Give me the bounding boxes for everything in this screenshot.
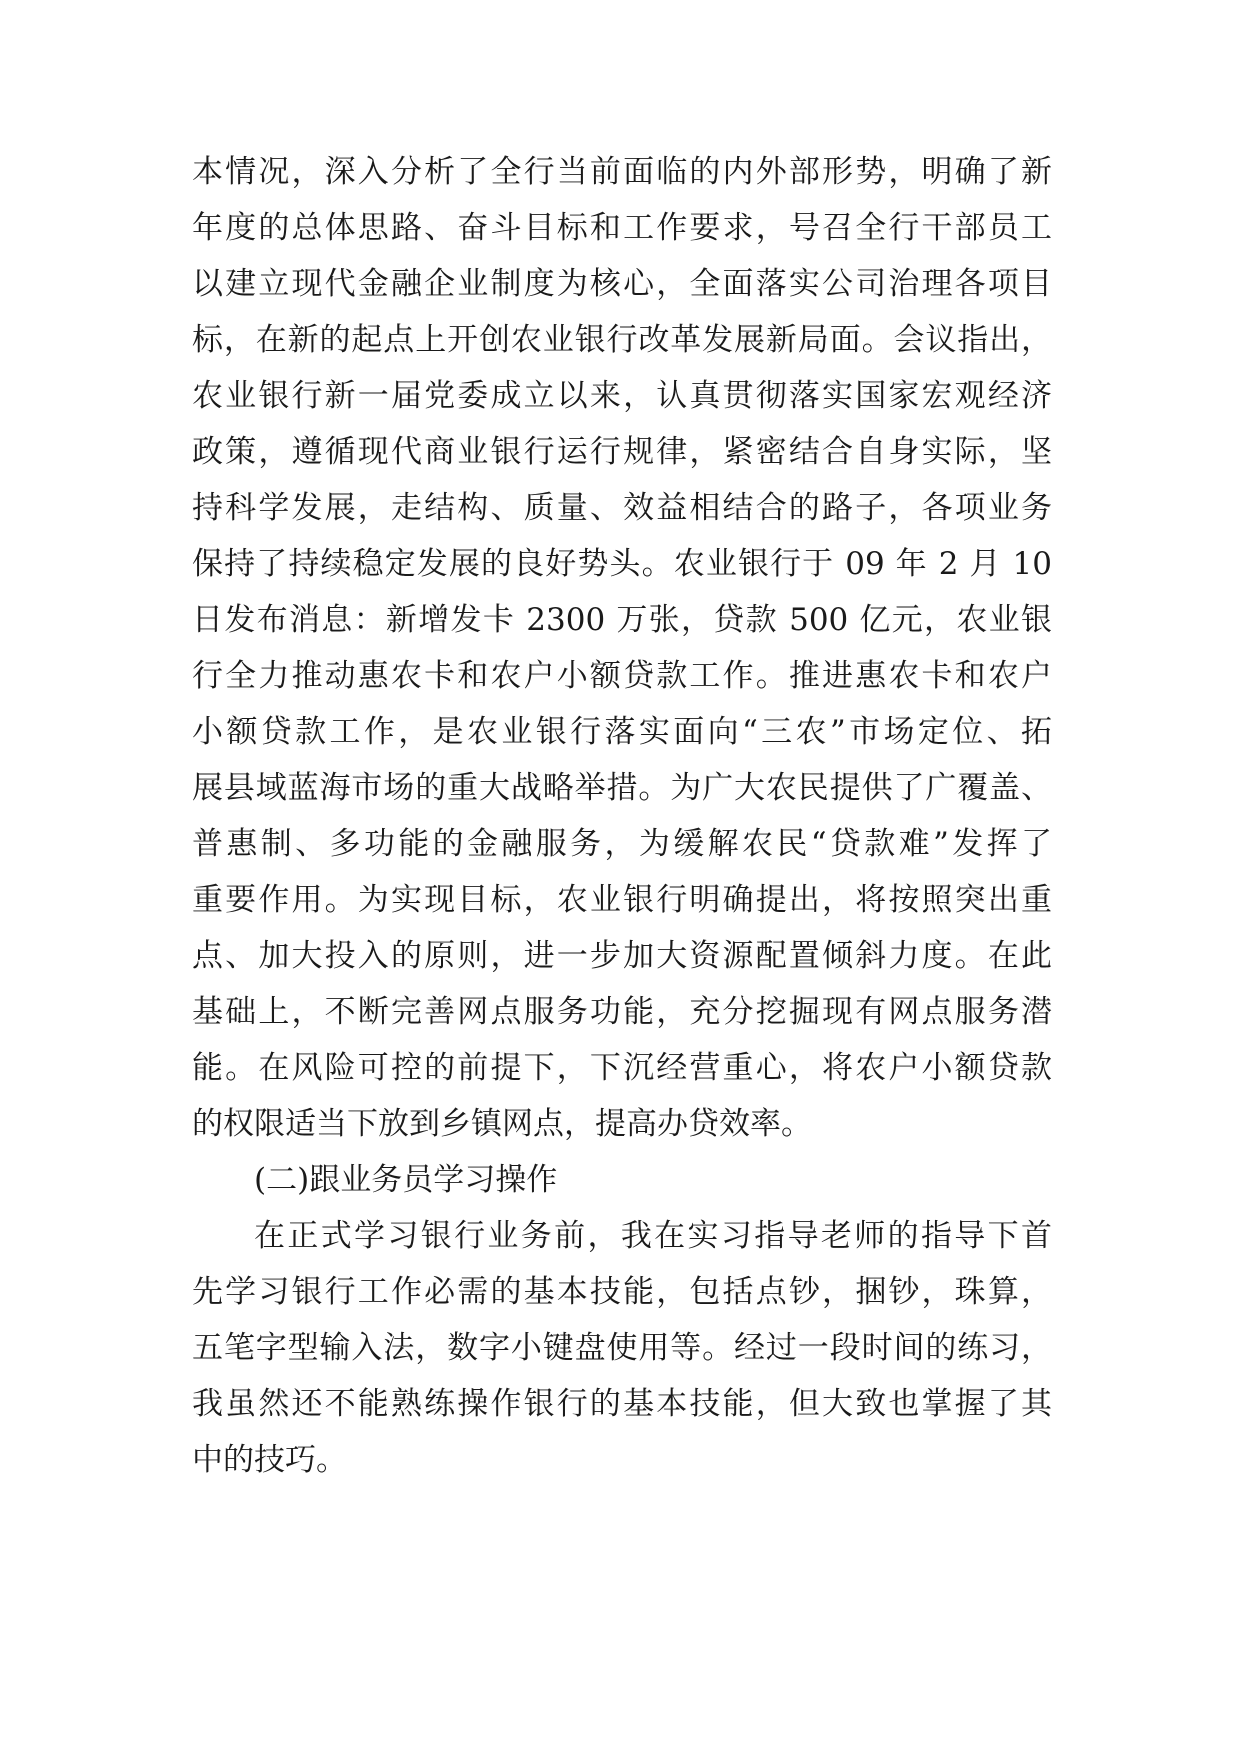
- paragraph-1-line: 农业银行新一届党委成立以来，认真贯彻落实国家宏观经济: [192, 378, 1052, 414]
- paragraph-1-line: 小额贷款工作，是农业银行落实面向“三农”市场定位、拓: [192, 714, 1052, 750]
- paragraph-1-line: 年度的总体思路、奋斗目标和工作要求，号召全行干部员工: [192, 210, 1052, 246]
- paragraph-1-line: 重要作用。为实现目标，农业银行明确提出，将按照突出重: [192, 882, 1052, 918]
- paragraph-2-line: 我虽然还不能熟练操作银行的基本技能，但大致也掌握了其: [192, 1386, 1052, 1422]
- paragraph-2-line: 在正式学习银行业务前，我在实习指导老师的指导下首: [254, 1218, 1052, 1254]
- paragraph-1-line: 基础上，不断完善网点服务功能，充分挖掘现有网点服务潜: [192, 994, 1052, 1030]
- paragraph-1-line: 保持了持续稳定发展的良好势头。农业银行于 09 年 2 月 10: [192, 546, 1052, 582]
- paragraph-2-line: 中的技巧。: [192, 1442, 347, 1478]
- paragraph-1-line: 点、加大投入的原则，进一步加大资源配置倾斜力度。在此: [192, 938, 1052, 974]
- paragraph-1-line: 标，在新的起点上开创农业银行改革发展新局面。会议指出，: [192, 322, 1052, 358]
- paragraph-1-line: 行全力推动惠农卡和农户小额贷款工作。推进惠农卡和农户: [192, 658, 1052, 694]
- paragraph-1-line: 持科学发展，走结构、质量、效益相结合的路子，各项业务: [192, 490, 1052, 526]
- paragraph-1-line: 政策，遵循现代商业银行运行规律，紧密结合自身实际，坚: [192, 434, 1052, 470]
- paragraph-1-line: 普惠制、多功能的金融服务，为缓解农民“贷款难”发挥了: [192, 826, 1052, 862]
- paragraph-1-line: 本情况，深入分析了全行当前面临的内外部形势，明确了新: [192, 154, 1052, 190]
- paragraph-1-line: 日发布消息：新增发卡 2300 万张，贷款 500 亿元，农业银: [192, 602, 1052, 638]
- section-heading: (二)跟业务员学习操作: [254, 1162, 558, 1198]
- paragraph-2-line: 先学习银行工作必需的基本技能，包括点钞，捆钞，珠算，: [192, 1274, 1052, 1310]
- paragraph-1-line: 以建立现代金融企业制度为核心，全面落实公司治理各项目: [192, 266, 1052, 302]
- paragraph-2-line: 五笔字型输入法，数字小键盘使用等。经过一段时间的练习，: [192, 1330, 1052, 1366]
- paragraph-1-line: 能。在风险可控的前提下，下沉经营重心，将农户小额贷款: [192, 1050, 1052, 1086]
- paragraph-1-line: 的权限适当下放到乡镇网点，提高办贷效率。: [192, 1106, 812, 1142]
- paragraph-1-line: 展县域蓝海市场的重大战略举措。为广大农民提供了广覆盖、: [192, 770, 1052, 806]
